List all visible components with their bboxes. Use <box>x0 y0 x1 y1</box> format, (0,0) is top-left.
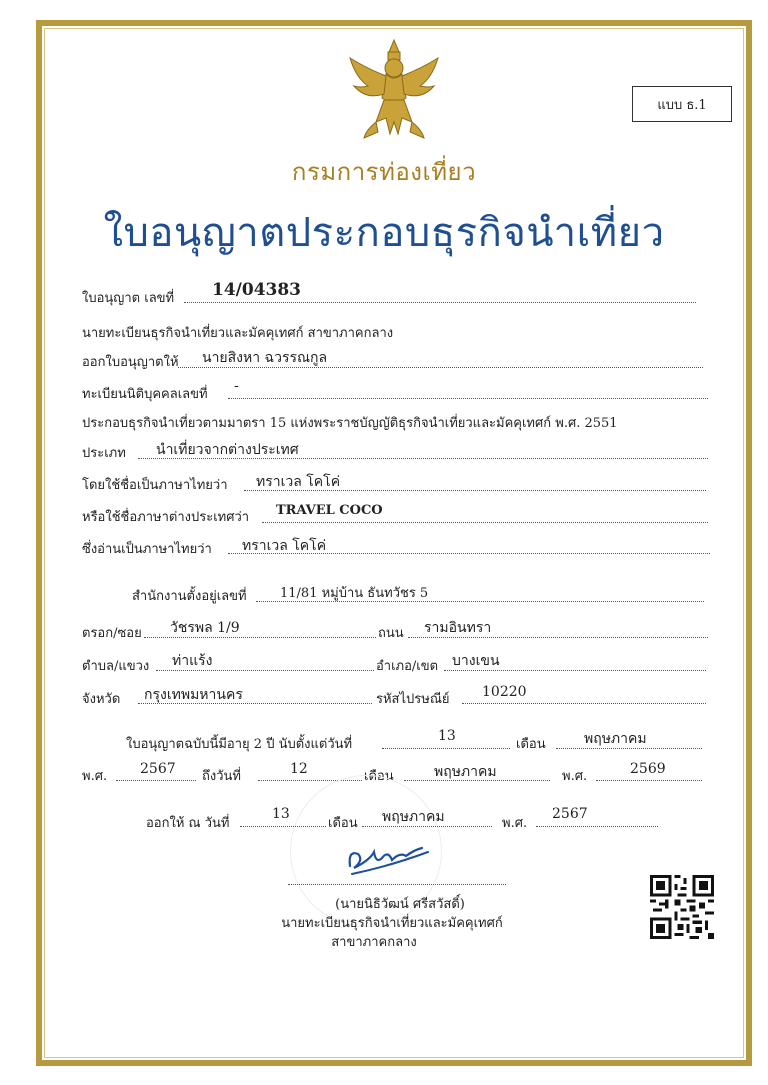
juristic-reg-label: ทะเบียนนิติบุคคลเลขที่ <box>82 387 208 402</box>
road-label: ถนน <box>378 626 404 641</box>
province-value: กรุงเทพมหานคร <box>144 687 243 703</box>
postal-line <box>462 703 706 704</box>
type-value: นำเที่ยวจากต่างประเทศ <box>156 442 299 458</box>
issue-month-label: เดือน <box>328 816 358 831</box>
thai-name-value: ทราเวล โคโค่ <box>256 474 341 490</box>
foreign-name-line <box>262 522 708 523</box>
validity-end-year: 2569 <box>630 761 666 777</box>
soi-value: วัชรพล 1/9 <box>170 620 240 636</box>
signature-line <box>288 884 506 885</box>
issue-day: 13 <box>272 806 290 822</box>
until-label: ถึงวันที่ <box>202 769 241 784</box>
type-label: ประเภท <box>82 446 126 461</box>
validity-end-month: พฤษภาคม <box>434 764 497 780</box>
form-code-box <box>632 86 732 122</box>
office-label: สำนักงานตั้งอยู่เลขที่ <box>132 589 247 604</box>
issue-year-label: พ.ศ. <box>502 816 528 831</box>
office-value: 11/81 หมู่บ้าน ธันทวัชร 5 <box>280 586 429 601</box>
start-year-line <box>116 780 196 781</box>
form-code: แบบ ธ.1 <box>657 97 707 113</box>
issued-to-label: ออกใบอนุญาตให้ <box>82 355 179 370</box>
issued-to-value: นายสิงหา ฉวรรณกูล <box>202 350 328 366</box>
validity-month-label: เดือน <box>516 737 546 752</box>
subdistrict-value: ท่าแร้ง <box>172 653 213 669</box>
juristic-reg-line <box>228 398 708 399</box>
thai-name-label: โดยใช้ชื่อเป็นภาษาไทยว่า <box>82 478 228 493</box>
validity-label: ใบอนุญาตฉบับนี้มีอายุ 2 ปี นับตั้งแต่วันที่ <box>126 737 353 752</box>
license-no-line <box>184 302 696 303</box>
signatory-branch: สาขาภาคกลาง <box>331 935 417 950</box>
signatory-name: (นายนิธิวัฒน์ ศรีสวัสดิ์) <box>335 897 465 912</box>
legal-basis: ประกอบธุรกิจนำเที่ยวตามมาตรา 15 แห่งพระราชบัญญัติธุรกิจนำเที่ยวและมัคคุเทศก์ พ.ศ. 2551 <box>82 416 618 431</box>
end-year-line <box>596 780 702 781</box>
postal-value: 10220 <box>482 684 527 700</box>
signatory-position: นายทะเบียนธุรกิจนำเที่ยวและมัคคุเทศก์ <box>281 916 503 931</box>
foreign-name-label: หรือใช้ชื่อภาษาต่างประเทศว่า <box>82 510 250 525</box>
district-label: อำเภอ/เขต <box>376 659 439 674</box>
validity-start-month: พฤษภาคม <box>584 731 647 747</box>
juristic-reg-value: - <box>234 378 239 394</box>
start-day-line <box>382 748 510 749</box>
issue-day-line <box>240 826 326 827</box>
issue-label: ออกให้ ณ วันที่ <box>146 816 230 831</box>
department-name: กรมการท่องเที่ยว <box>291 158 477 186</box>
road-value: รามอินทรา <box>424 620 492 636</box>
province-label: จังหวัด <box>82 692 121 707</box>
read-as-value: ทราเวล โคโค่ <box>242 538 327 554</box>
document-title: ใบอนุญาตประกอบธุรกิจนำเที่ยว <box>103 210 665 256</box>
validity-end-day: 12 <box>290 761 308 777</box>
signature-image <box>330 830 440 880</box>
validity-start-day: 13 <box>438 728 456 744</box>
issue-year: 2567 <box>552 806 588 822</box>
license-no-label: ใบอนุญาต เลขที่ <box>82 291 175 306</box>
license-no-value: 14/04383 <box>212 280 302 300</box>
district-value: บางเขน <box>452 653 500 669</box>
foreign-name-value: TRAVEL COCO <box>276 503 383 518</box>
registrar-line: นายทะเบียนธุรกิจนำเที่ยวและมัคคุเทศก์ สาขาภาคกลาง <box>82 326 394 341</box>
subdistrict-label: ตำบล/แขวง <box>82 659 150 674</box>
end-month-label: เดือน <box>364 769 394 784</box>
validity-start-year: 2567 <box>140 761 176 777</box>
start-year-label: พ.ศ. <box>82 769 108 784</box>
soi-label: ตรอก/ซอย <box>82 626 142 641</box>
garuda-emblem-icon <box>346 38 442 140</box>
issue-year-line <box>536 826 658 827</box>
issue-month: พฤษภาคม <box>382 809 445 825</box>
end-year-label: พ.ศ. <box>562 769 588 784</box>
postal-label: รหัสไปรษณีย์ <box>376 692 450 707</box>
read-as-label: ซึ่งอ่านเป็นภาษาไทยว่า <box>82 542 212 557</box>
qr-code-icon <box>650 875 714 939</box>
